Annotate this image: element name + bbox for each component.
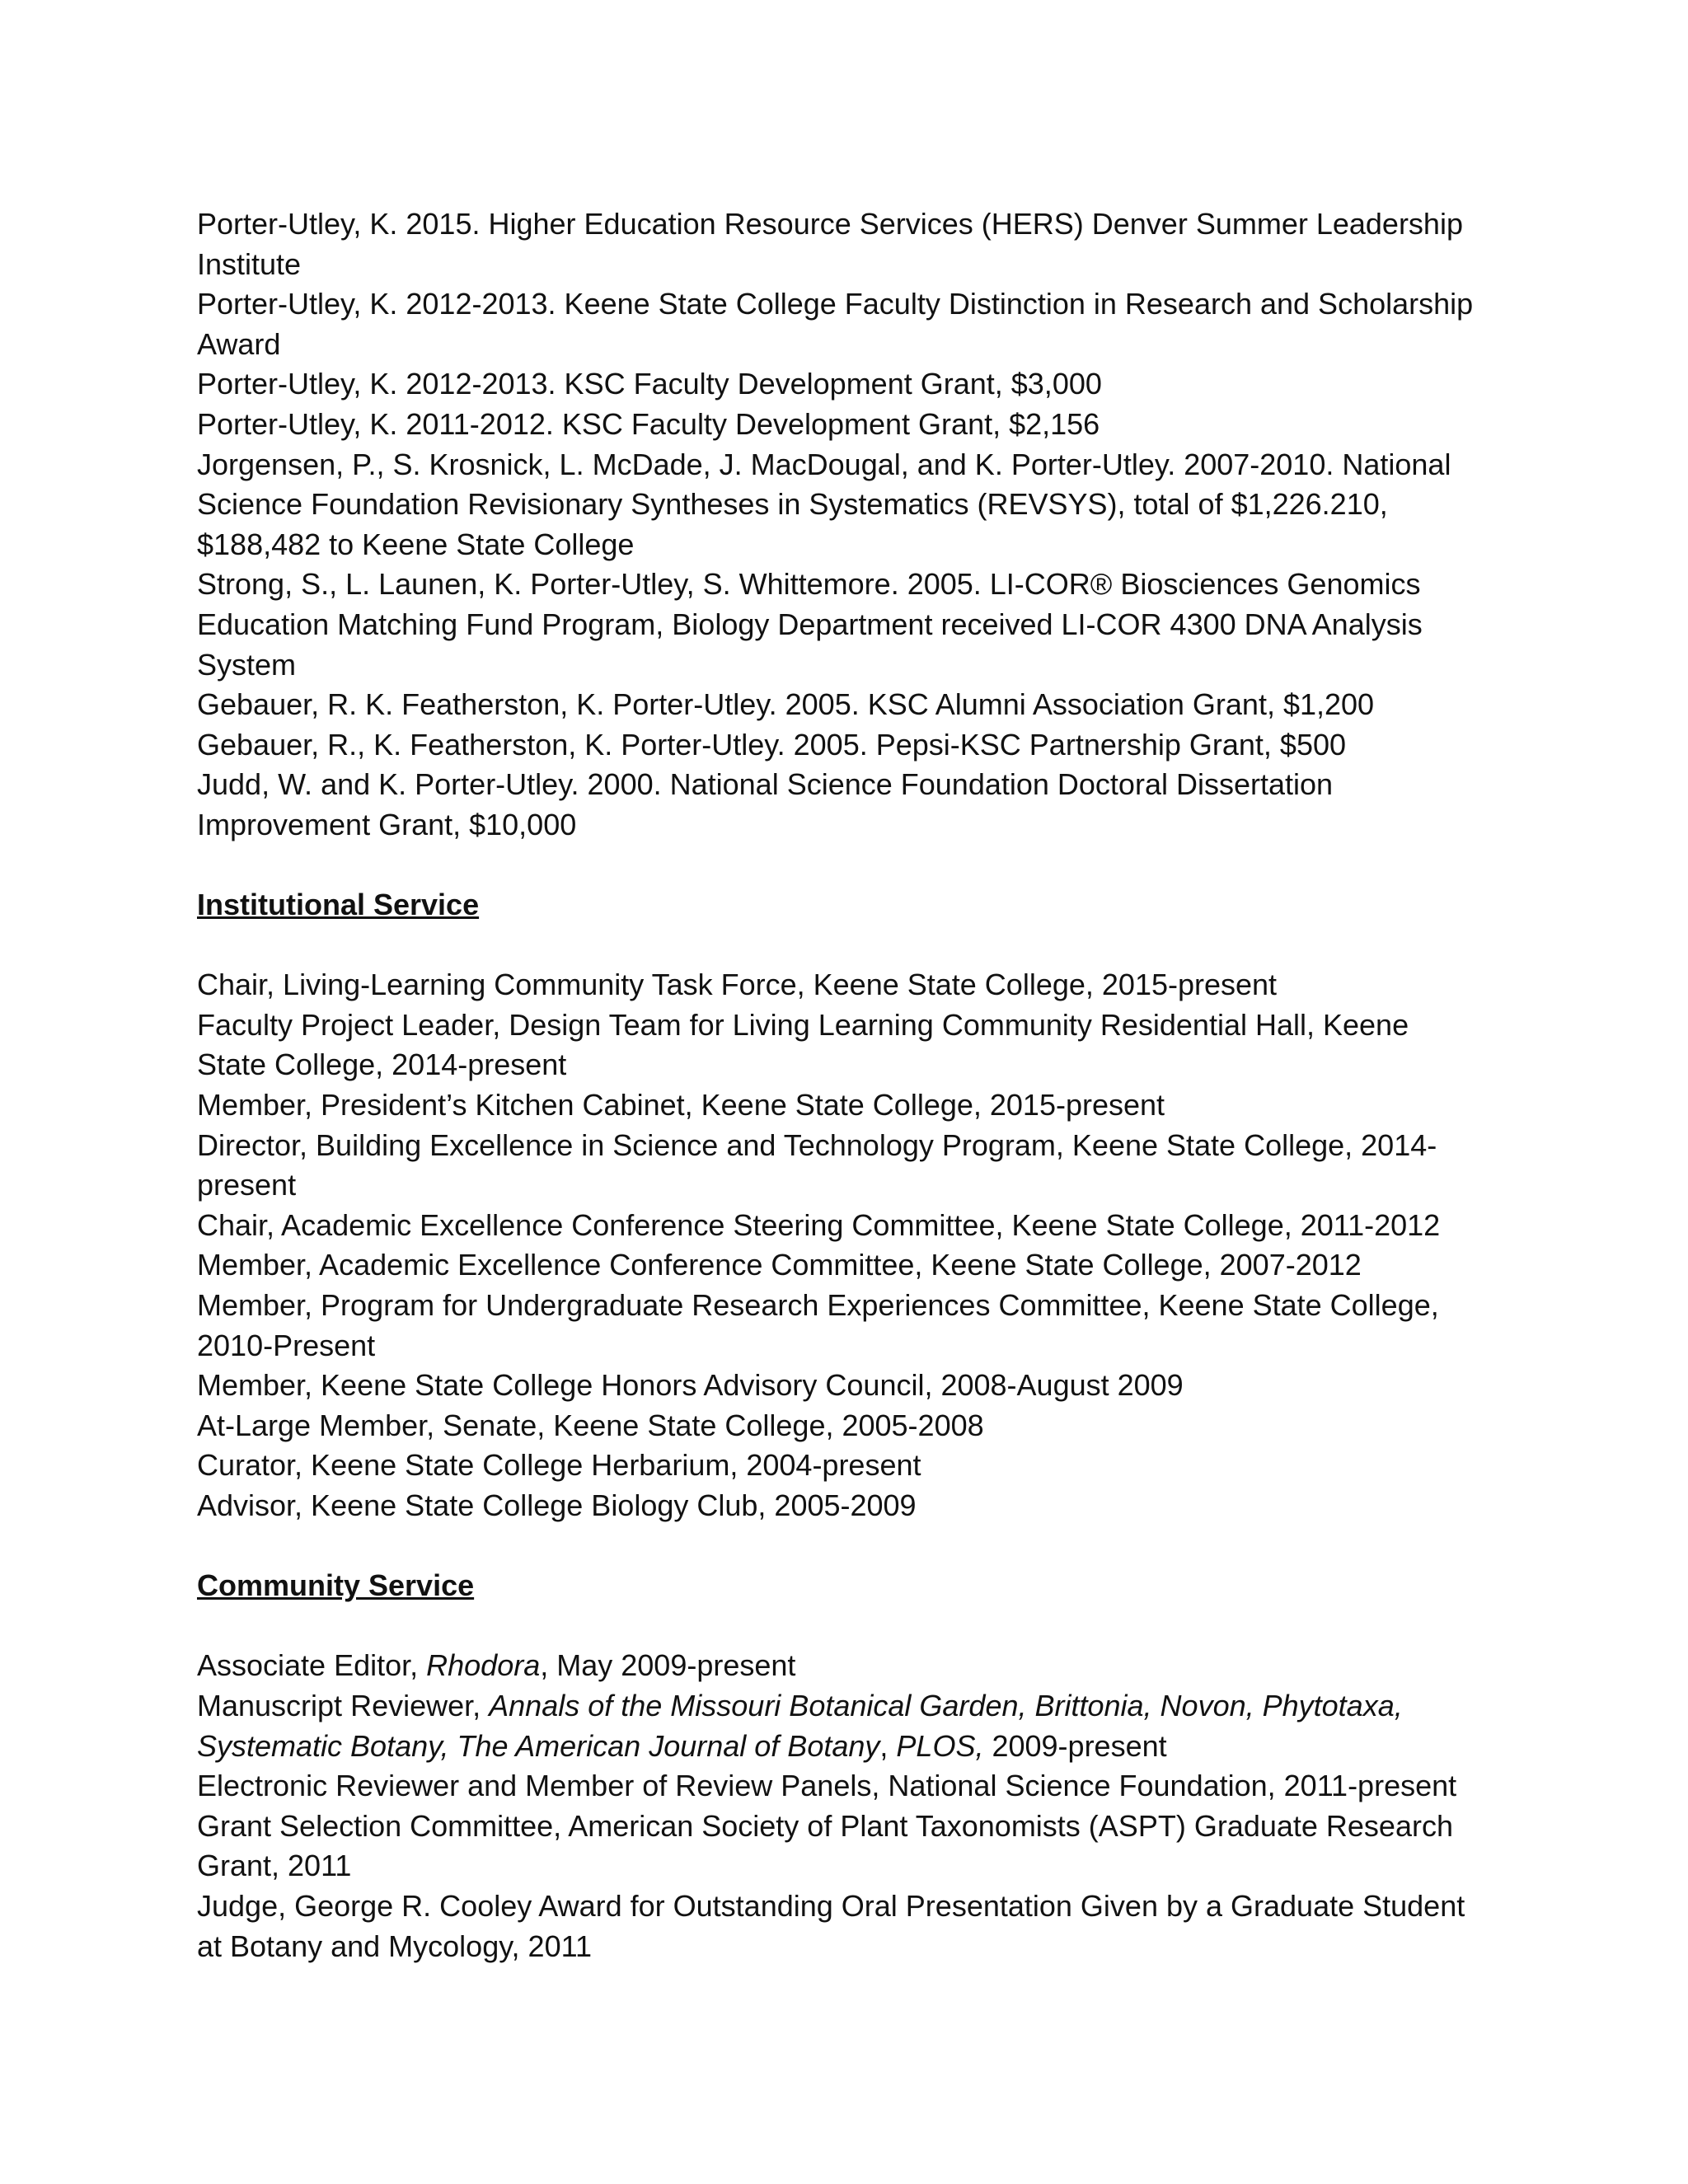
service-entry: At-Large Member, Senate, Keene State College, 2005-2008 bbox=[197, 1408, 984, 1442]
service-entry: Member, Program for Undergraduate Research Experiences Committee, Keene State College, 2010-Present bbox=[197, 1288, 1439, 1362]
grant-entry: Porter-Utley, K. 2015. Higher Education Resource Services (HERS) Denver Summer Leadership Institute bbox=[197, 207, 1463, 281]
editor-journal: Rhodora bbox=[426, 1648, 541, 1683]
community-entry: Electronic Reviewer and Member of Review Panels, National Science Foundation, 2011-present bbox=[197, 1769, 1457, 1803]
institutional-service-list bbox=[197, 965, 1483, 1526]
reviewer-prefix: Manuscript Reviewer, bbox=[197, 1688, 490, 1722]
community-service-heading: Community Service bbox=[197, 1568, 475, 1603]
grant-entry: Porter-Utley, K. 2011-2012. KSC Faculty Development Grant, $2,156 bbox=[197, 406, 1100, 441]
reviewer-entry bbox=[197, 1686, 1483, 1766]
community-service-list bbox=[197, 1646, 1483, 1966]
grants-list bbox=[197, 204, 1483, 846]
grant-entry: Porter-Utley, K. 2012-2013. KSC Faculty Development Grant, $3,000 bbox=[197, 367, 1102, 401]
grant-entry: Jorgensen, P., S. Krosnick, L. McDade, J. MacDougal, and K. Porter-Utley. 2007-2010. National Science Foundation Revisionary Syntheses in Systematics (REVSYS), total of $1,226.210, $188,482 to Keene State College bbox=[197, 447, 1451, 561]
community-entry: Grant Selection Committee, American Society of Plant Taxonomists (ASPT) Graduate Research Grant, 2011 bbox=[197, 1808, 1453, 1883]
service-entry: Member, Academic Excellence Conference Committee, Keene State College, 2007-2012 bbox=[197, 1248, 1362, 1282]
service-entry: Member, President’s Kitchen Cabinet, Keene State College, 2015-present bbox=[197, 1088, 1165, 1122]
service-entry: Member, Keene State College Honors Advisory Council, 2008-August 2009 bbox=[197, 1368, 1184, 1403]
service-entry: Chair, Academic Excellence Conference Steering Committee, Keene State College, 2011-2012 bbox=[197, 1207, 1441, 1242]
reviewer-suffix: 2009-present bbox=[983, 1728, 1167, 1763]
community-entry: Judge, George R. Cooley Award for Outstanding Oral Presentation Given by a Graduate Student at Botany and Mycology, 2011 bbox=[197, 1888, 1465, 1963]
reviewer-journal-plos: PLOS, bbox=[896, 1728, 984, 1763]
service-entry: Chair, Living-Learning Community Task Force, Keene State College, 2015-present bbox=[197, 968, 1278, 1002]
grant-entry: Strong, S., L. Launen, K. Porter-Utley, S. Whittemore. 2005. LI-COR® Biosciences Genomics Education Matching Fund Program, Biology Department received LI-COR 4300 DNA Analysis System bbox=[197, 567, 1423, 682]
grant-entry: Judd, W. and K. Porter-Utley. 2000. National Science Foundation Doctoral Dissertation Improvement Grant, $10,000 bbox=[197, 767, 1334, 841]
document-page bbox=[197, 204, 1483, 1966]
institutional-service-heading: Institutional Service bbox=[197, 888, 480, 922]
editor-suffix: , May 2009-present bbox=[540, 1648, 796, 1683]
grant-entry: Porter-Utley, K. 2012-2013. Keene State College Faculty Distinction in Research and Scholarship Award bbox=[197, 287, 1474, 361]
service-entry: Director, Building Excellence in Science and Technology Program, Keene State College, 2014-present bbox=[197, 1127, 1437, 1202]
service-entry: Curator, Keene State College Herbarium, 2004-present bbox=[197, 1448, 921, 1483]
editor-prefix: Associate Editor, bbox=[197, 1648, 427, 1683]
reviewer-journals: Annals of the Missouri Botanical Garden, Brittonia, Novon, Phytotaxa, Systematic Botany, The American Journal of Botany bbox=[197, 1688, 1403, 1763]
grant-entry: Gebauer, R., K. Featherston, K. Porter-Utley. 2005. Pepsi-KSC Partnership Grant, $500 bbox=[197, 727, 1347, 762]
grant-entry: Gebauer, R. K. Featherston, K. Porter-Utley. 2005. KSC Alumni Association Grant, $1,200 bbox=[197, 687, 1375, 722]
reviewer-separator: , bbox=[879, 1728, 897, 1763]
service-entry: Faculty Project Leader, Design Team for Living Learning Community Residential Hall, Keene State College, 2014-present bbox=[197, 1007, 1409, 1082]
editor-entry bbox=[197, 1646, 1483, 1686]
service-entry: Advisor, Keene State College Biology Club, 2005-2009 bbox=[197, 1488, 917, 1522]
